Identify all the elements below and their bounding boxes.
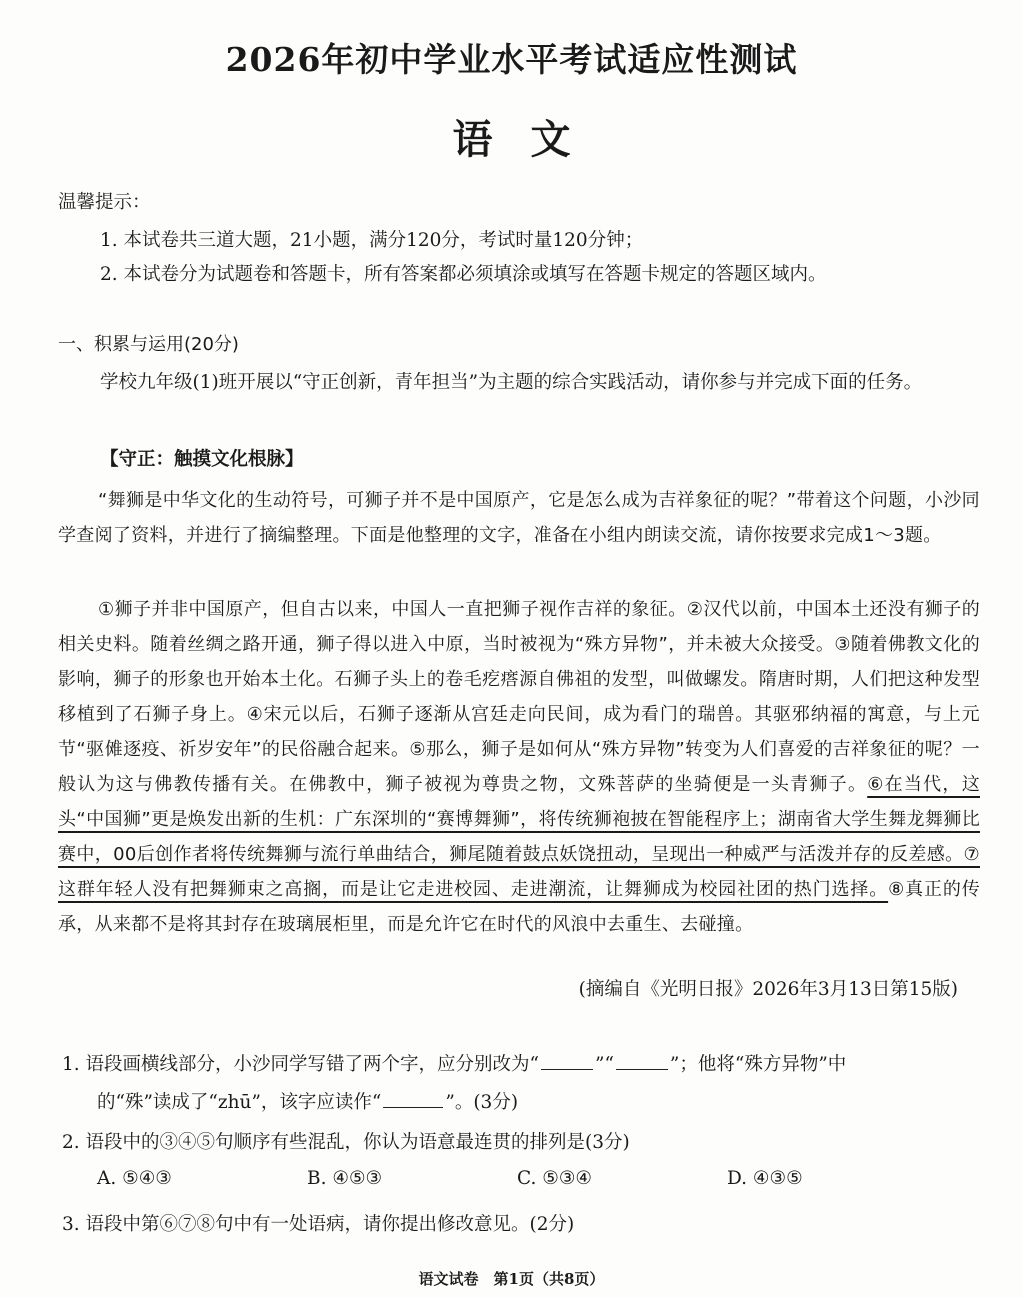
question-1 <box>62 1050 846 1076</box>
q1-text-e: ”。(3分) <box>445 1092 519 1113</box>
option-c: C. ⑤③④ <box>517 1168 593 1189</box>
question-2-options <box>97 1168 957 1189</box>
source-citation: (摘编自《光明日报》2026年3月13日第15版) <box>578 979 958 1000</box>
question-1-continued <box>97 1088 518 1114</box>
q1-text-c: ”；他将“殊方异物”中 <box>669 1054 847 1075</box>
passage-underlined: ⑥在当代，这头“中国狮”更是焕发出新的生机：广东深圳的“赛博舞狮”，将传统狮袍披在智能程序上；湖南省大学生舞龙舞狮比赛中，00后创作者将传统舞狮与流行单曲结合，狮尾随着鼓点妖饶扭动，呈现出一种威严与活泼并存的反差感。⑦这群年轻人没有把舞狮束之高搁，而是让它走进校园、走进潮流，让舞狮成为校园社团的热门选择。 <box>58 774 980 900</box>
tip-item-1: 1. 本试卷共三道大题，21小题，满分120分，考试时量120分钟； <box>100 230 644 251</box>
q1-text-d: 的“殊”读成了“zhū”，该字应读作“ <box>97 1092 382 1113</box>
subsection-title: 【守正：触摸文化根脉】 <box>100 449 304 470</box>
task-description: 学校九年级(1)班开展以“守正创新，青年担当”为主题的综合实践活动，请你参与并完成下面的任务。 <box>100 372 923 393</box>
answer-blank <box>383 1089 443 1108</box>
tip-item-2: 2. 本试卷分为试题卷和答题卡，所有答案都必须填涂或填写在答题卡规定的答题区域内。 <box>100 264 827 285</box>
subject-title: 语文 <box>452 116 609 163</box>
q1-text-b: ”“ <box>595 1054 614 1075</box>
intro-paragraph: “舞狮是中华文化的生动符号，可狮子并不是中国原产，它是怎么成为吉祥象征的呢？”带着这个问题，小沙同学查阅了资料，并进行了摘编整理。下面是他整理的文字，准备在小组内朗读交流，请你按要求完成1～3题。 <box>58 490 980 546</box>
q1-text-a: 1. 语段画横线部分，小沙同学写错了两个字，应分别改为“ <box>62 1054 539 1075</box>
passage-plain: ①狮子并非中国原产，但自古以来，中国人一直把狮子视作吉祥的象征。②汉代以前，中国本土还没有狮子的相关史料。随着丝绸之路开通，狮子得以进入中原，当时被视为“殊方异物”，并未被大众接受。③随着佛教文化的影响，狮子的形象也开始本土化。石狮子头上的卷毛疙瘩源自佛祖的发型，叫做螺发。隋唐时期，人们把这种发型移植到了石狮子身上。④宋元以后，石狮子逐渐从宫廷走向民间，成为看门的瑞兽。其驱邪纳福的寓意，与上元节“驱傩逐疫、祈岁安年”的民俗融合起来。⑤那么，狮子是如何从“殊方异物”转变为人们喜爱的吉祥象征的呢？一般认为这与佛教传播有关。在佛教中，狮子被视为尊贵之物，文殊菩萨的坐骑便是一头青狮子。 <box>58 599 980 795</box>
passage-tail: ⑧真正的传承，从来都不是将其封存在玻璃展柜里，而是允许它在时代的风浪中去重生、去碰撞。 <box>58 879 980 935</box>
option-a: A. ⑤④③ <box>97 1168 172 1189</box>
option-d: D. ④③⑤ <box>727 1168 803 1189</box>
exam-title: 2026年初中学业水平考试适应性测试 <box>225 40 798 79</box>
question-3: 3. 语段中第⑥⑦⑧句中有一处语病，请你提出修改意见。(2分) <box>62 1214 575 1235</box>
option-b: B. ④⑤③ <box>307 1168 383 1189</box>
section-heading: 一、积累与运用(20分) <box>58 334 239 355</box>
tips-heading: 温馨提示： <box>58 192 151 213</box>
answer-blank <box>616 1051 668 1070</box>
question-2: 2. 语段中的③④⑤句顺序有些混乱，你认为语意最连贯的排列是(3分) <box>62 1132 630 1153</box>
reading-passage <box>58 592 980 942</box>
page-footer: 语文试卷 第1页（共8页） <box>418 1270 605 1288</box>
answer-blank <box>541 1051 593 1070</box>
